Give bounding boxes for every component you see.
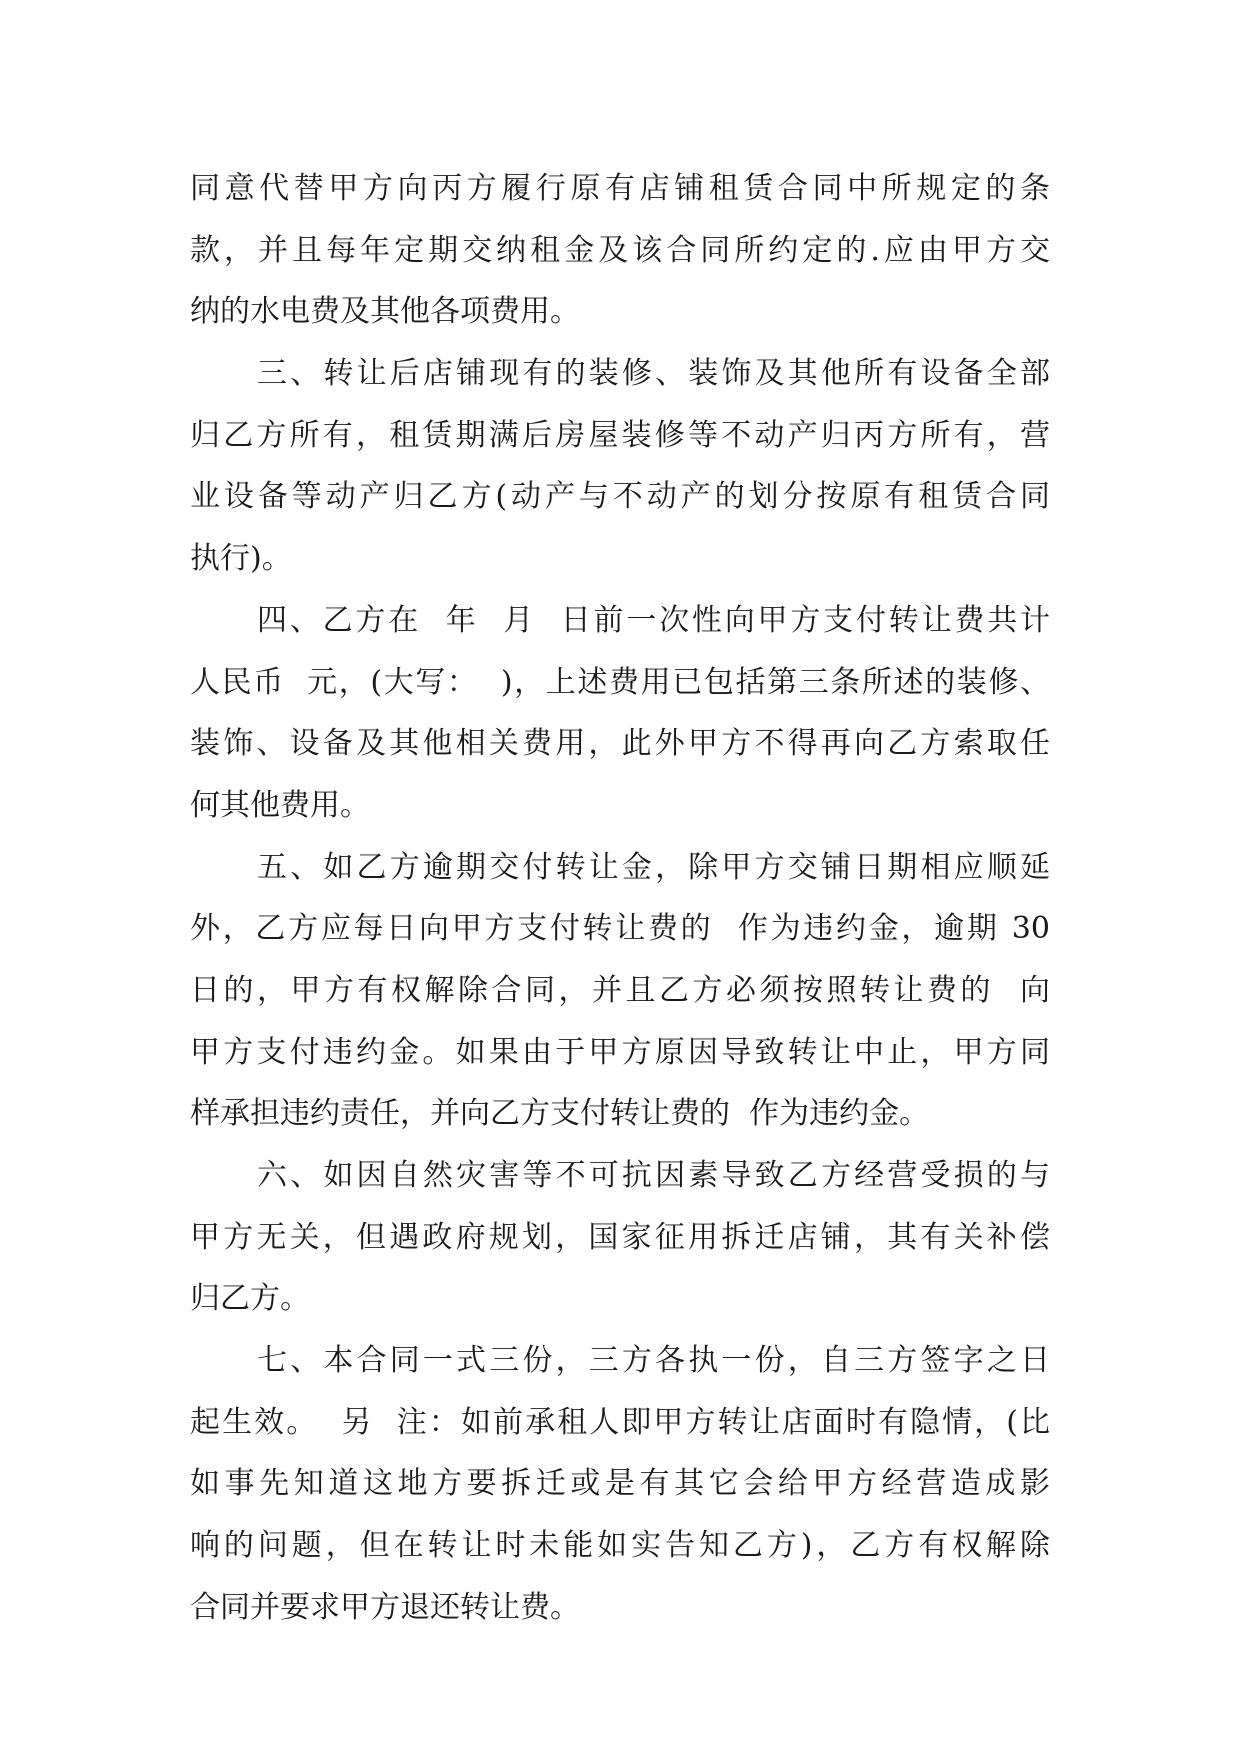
document-body <box>190 158 1050 1639</box>
text-line: 五、如乙方逾期交付转让金，除甲方交铺日期相应顺延 <box>257 849 1050 885</box>
paragraph-clause-3 <box>190 343 1050 590</box>
text-line: 甲方支付违约金。如果由于甲方原因导致转让中止，甲方同 <box>190 1034 1050 1070</box>
text-line: 装饰、设备及其他相关费用，此外甲方不得再向乙方索取任 <box>190 726 1050 762</box>
text-line: 合同并要求甲方退还转让费。 <box>190 1589 580 1625</box>
text-line: 六、如因自然灾害等不可抗因素导致乙方经营受损的与 <box>257 1158 1050 1193</box>
paragraph-clause-6 <box>190 1145 1050 1330</box>
text-line: 何其他费用。 <box>190 787 370 823</box>
text-line: 响的问题，但在转让时未能如实告知乙方)，乙方有权解除 <box>190 1528 1050 1564</box>
text-line: 人民币 元，(大写： )，上述费用已包括第三条所述的装修、 <box>190 664 1050 700</box>
text-line: 业设备等动产归乙方(动产与不动产的划分按原有租赁合同 <box>190 479 1050 515</box>
text-line: 七、本合同一式三份，三方各执一份，自三方签字之日 <box>257 1343 1050 1379</box>
text-line: 起生效。 另 注：如前承租人即甲方转让店面时有隐情，(比 <box>190 1404 1050 1440</box>
text-line: 归乙方。 <box>190 1281 310 1317</box>
text-line: 执行)。 <box>190 541 292 577</box>
paragraph-continuation <box>190 158 1050 343</box>
text-line: 款，并且每年定期交纳租金及该合同所约定的.应由甲方交 <box>190 232 1050 268</box>
text-line: 甲方无关，但遇政府规划，国家征用拆迁店铺，其有关补偿 <box>190 1219 1050 1255</box>
text-line: 四、乙方在 年 月 日前一次性向甲方支付转让费共计 <box>257 602 1050 638</box>
text-line: 如事先知道这地方要拆迁或是有其它会给甲方经营造成影 <box>190 1466 1050 1502</box>
text-line: 日的，甲方有权解除合同，并且乙方必须按照转让费的 向 <box>190 972 1050 1008</box>
text-line: 纳的水电费及其他各项费用。 <box>190 294 580 330</box>
paragraph-clause-4 <box>190 590 1050 837</box>
paragraph-clause-7 <box>190 1330 1050 1638</box>
text-line: 归乙方所有，租赁期满后房屋装修等不动产归丙方所有，营 <box>190 417 1050 453</box>
paragraph-clause-5 <box>190 837 1050 1145</box>
text-line: 外，乙方应每日向甲方支付转让费的 作为违约金，逾期 30 <box>190 911 1050 947</box>
text-line: 同意代替甲方向丙方履行原有店铺租赁合同中所规定的条 <box>190 171 1050 206</box>
text-line: 三、转让后店铺现有的装修、装饰及其他所有设备全部 <box>257 356 1050 392</box>
text-line: 样承担违约责任，并向乙方支付转让费的 作为违约金。 <box>190 1096 930 1132</box>
